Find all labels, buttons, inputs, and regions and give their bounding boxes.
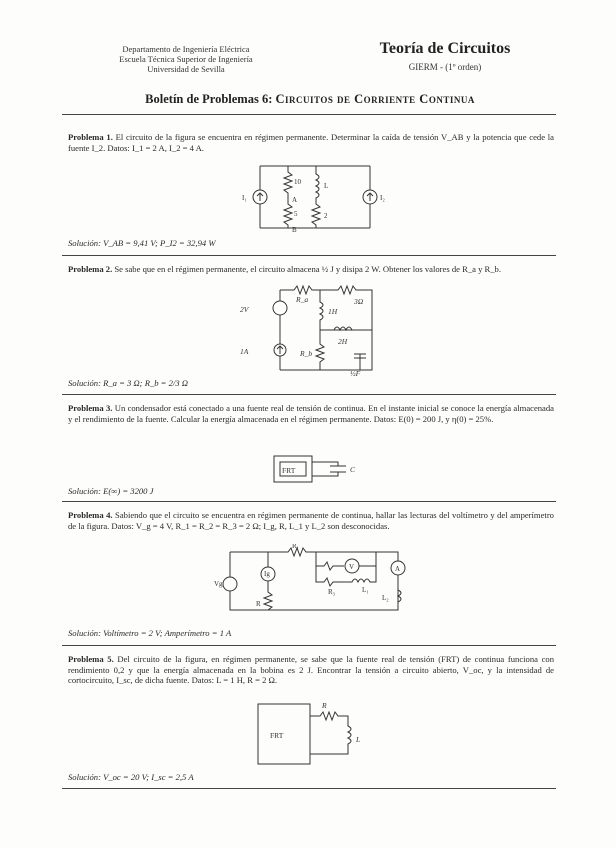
p3-label-c: C xyxy=(350,465,356,474)
p4-label-ammeter: A xyxy=(395,565,401,573)
problem-4-label: Problema 4. xyxy=(68,510,113,520)
p1-label-10: 10 xyxy=(294,178,301,186)
problem-4-statement xyxy=(68,510,554,531)
problem-5-solution: Solución: V_oc = 20 V; I_sc = 2,5 A xyxy=(68,772,194,782)
dept-line-3: Universidad de Sevilla xyxy=(147,64,225,74)
course-subtitle: GIERM - (1º orden) xyxy=(408,62,482,72)
problem-5-figure xyxy=(256,696,376,768)
p4-label-r1: R₁ xyxy=(292,544,300,550)
course-title: Teoría de Circuitos xyxy=(379,40,511,57)
problem-2-text: Se sabe que en el régimen permanente, el circuito almacena ½ J y disipa 2 W. Obtener los valores de R_a y R_b. xyxy=(114,264,502,274)
p5-label-frt: FRT xyxy=(270,731,284,740)
problem-3-solution: Solución: E(∞) = 3200 J xyxy=(68,486,154,496)
problem-4-solution: Solución: Voltímetro = 2 V; Amperímetro = 1 A xyxy=(68,628,232,638)
p4-label-ig: Ig xyxy=(264,570,270,578)
p1-label-i1: I₁ xyxy=(242,194,247,202)
p4-label-r: R xyxy=(256,600,261,608)
p4-label-vg: Vg xyxy=(214,580,223,588)
p2-label-3ohm: 3Ω xyxy=(354,297,364,306)
bulletin-title xyxy=(60,92,560,107)
problem-1-label: Problema 1. xyxy=(68,132,113,142)
p2-label-rb: R_b xyxy=(300,349,313,358)
p5-label-l: L xyxy=(356,735,361,744)
problem-1-solution: Solución: V_AB = 9,41 V; P_I2 = 32,94 W xyxy=(68,238,216,248)
problem-4-text: Sabiendo que el circuito se encuentra en régimen permanente de continua, hallar las lecturas del voltímetro y del amperímetro de la figura. Datos: V_g = 4 V, R_1 = R_2 = R_3 = 2 Ω; I_g, R, L_1 y L_2 son desconocidas. xyxy=(68,510,554,531)
problem-1-text: El circuito de la figura se encuentra en régimen permanente. Determinar la caída de tensión V_AB y la potencia que cede la fuente I_2. Datos: I_1 = 2 A, I_2 = 4 A. xyxy=(68,132,554,153)
dept-line-2: Escuela Técnica Superior de Ingeniería xyxy=(119,54,253,64)
p1-label-5: 5 xyxy=(294,210,298,218)
p1-label-l: L xyxy=(324,182,329,190)
p5-label-r: R xyxy=(322,701,327,710)
divider-4 xyxy=(62,645,556,646)
bulletin-prefix: Boletín de Problemas 6: xyxy=(145,92,273,106)
p1-label-a: A xyxy=(292,196,298,204)
problem-5-label: Problema 5. xyxy=(68,654,114,664)
problem-3-figure xyxy=(270,448,370,488)
problem-1-figure xyxy=(240,160,390,234)
problem-4-figure xyxy=(212,544,412,620)
divider-3 xyxy=(62,501,556,502)
p2-label-2h: 2H xyxy=(338,337,348,346)
problem-5-text: Del circuito de la figura, en régimen permanente, se sabe que la fuente real de tensión (FRT) de continua funciona con rendimiento 0,2 y que la energía almacenada en la bobina es 2 J. Encontrar la tensión a circuito abierto, V_oc, y la intensidad de cortocircuito, I_sc, de dicha fuente. Datos: L = 1 H, R = 2 Ω. xyxy=(68,654,554,685)
problem-5-statement xyxy=(68,654,554,686)
problem-1-statement xyxy=(68,132,554,153)
p2-label-half-f: ½F xyxy=(350,369,361,376)
p4-label-voltmeter: V xyxy=(349,563,355,571)
problem-2-figure xyxy=(238,284,388,376)
problem-3-statement xyxy=(68,403,554,424)
problem-3-label: Problema 3. xyxy=(68,403,113,413)
p4-label-l1: L₁ xyxy=(362,586,369,594)
p2-label-1h: 1H xyxy=(328,307,338,316)
p2-label-1a: 1A xyxy=(240,347,249,356)
p4-label-r3: R₃ xyxy=(328,588,336,596)
bulletin-topic: Circuitos de Corriente Continua xyxy=(275,92,475,106)
problem-2-solution: Solución: R_a = 3 Ω; R_b = 2/3 Ω xyxy=(68,378,188,388)
p3-label-frt: FRT xyxy=(282,466,296,475)
dept-line-1: Departamento de Ingeniería Eléctrica xyxy=(122,44,250,54)
divider-5 xyxy=(62,788,556,789)
p1-label-b: B xyxy=(292,226,297,234)
p4-label-l2: L₂ xyxy=(382,594,389,602)
problem-2-statement xyxy=(68,264,554,275)
department-block xyxy=(96,44,276,74)
p1-label-i2: I₂ xyxy=(380,194,385,202)
problem-2-label: Problema 2. xyxy=(68,264,113,274)
course-block xyxy=(350,40,540,72)
problem-3-text: Un condensador está conectado a una fuente real de tensión de continua. En el instante inicial se conoce la energía almacenada y el rendimiento de la fuente. Calcular la energía almacenada en el régimen permanente. Datos: E(0) = 200 J, y η(0) = 25%. xyxy=(68,403,554,424)
header-divider xyxy=(62,114,556,115)
divider-2 xyxy=(62,394,556,395)
p1-label-2: 2 xyxy=(324,212,328,220)
p2-label-2v: 2V xyxy=(240,305,249,314)
divider-1 xyxy=(62,255,556,256)
p2-label-ra: R_a xyxy=(296,295,309,304)
